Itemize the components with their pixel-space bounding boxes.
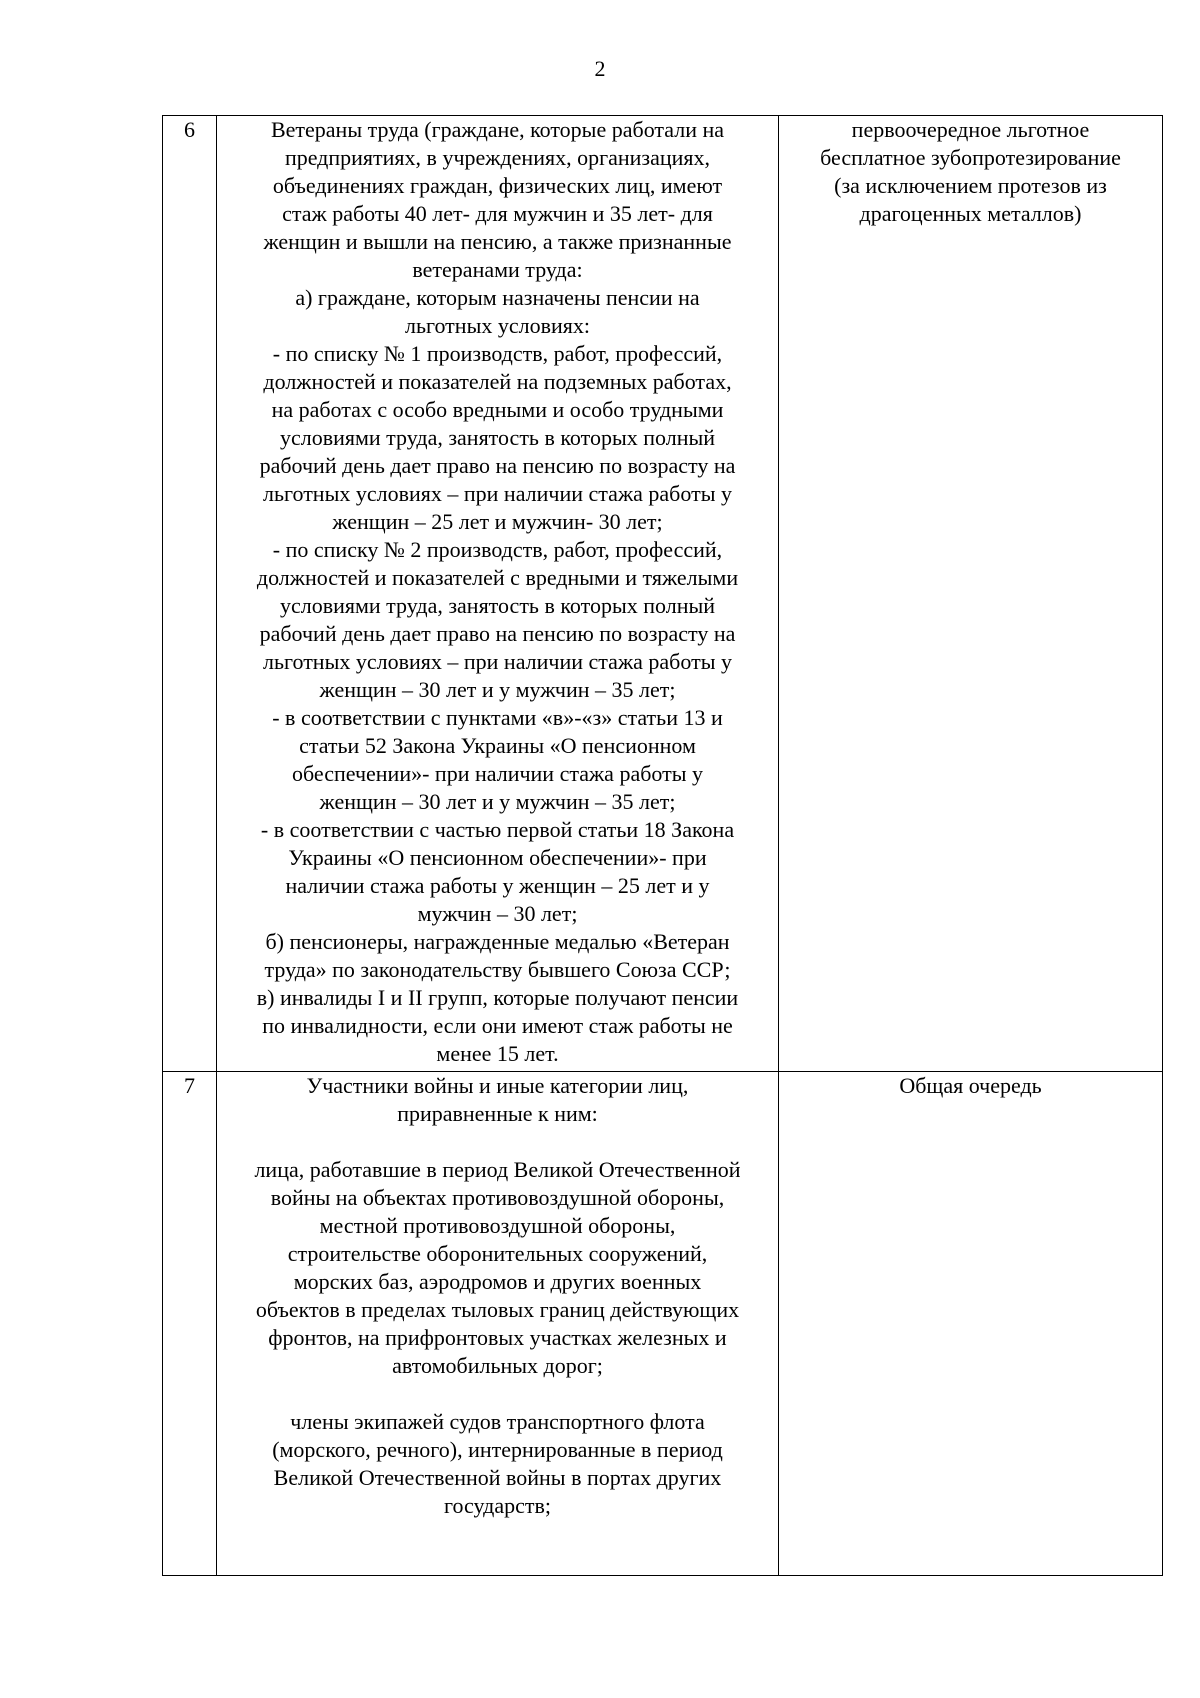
text-line: местной противовоздушной обороны, [319, 1213, 676, 1238]
blank-line [217, 1380, 778, 1408]
text-line: наличии стажа работы у женщин – 25 лет и у [285, 873, 710, 898]
text-line: обеспечении»- при наличии стажа работы у [291, 761, 704, 786]
text-line: по инвалидности, если они имеют стаж работы не [262, 1013, 733, 1038]
text-line: рабочий день дает право на пенсию по возрасту на [259, 453, 736, 478]
benefits-table [162, 115, 1163, 1576]
text-line: морских баз, аэродромов и других военных [293, 1269, 702, 1294]
text-line: бесплатное зубопротезирование [820, 145, 1121, 170]
page-number: 2 [594, 56, 606, 81]
text-line: женщин и вышли на пенсию, а также признанные [263, 229, 732, 254]
text-line: условиями труда, занятость в которых полный [279, 425, 716, 450]
text-line: Участники войны и иные категории лиц, [306, 1073, 689, 1098]
text-line: государств; [444, 1493, 551, 1518]
benefit-cell [779, 116, 1163, 1072]
text-line: - в соответствии с частью первой статьи 18 Закона [260, 817, 735, 842]
blank-line [217, 1128, 778, 1156]
text-line: должностей и показателей с вредными и тяжелыми [256, 565, 739, 590]
text-line: должностей и показателей на подземных работах, [263, 369, 732, 394]
text-line: льготных условиях – при наличии стажа работы у [263, 649, 732, 674]
text-line: - по списку № 2 производств, работ, профессий, [272, 537, 723, 562]
text-line: условиями труда, занятость в которых полный [279, 593, 716, 618]
text-line: - по списку № 1 производств, работ, профессий, [272, 341, 723, 366]
text-line: статьи 52 Закона Украины «О пенсионном [299, 733, 696, 758]
text-line: объектов в пределах тыловых границ действующих [255, 1297, 740, 1322]
text-line: а) граждане, которым назначены пенсии на [295, 285, 700, 310]
text-line: на работах с особо вредными и особо трудными [271, 397, 724, 422]
text-line: льготных условиях: [404, 313, 590, 338]
text-line: первоочередное льготное [851, 117, 1090, 142]
text-line: члены экипажей судов транспортного флота [290, 1409, 705, 1434]
text-line: женщин – 25 лет и мужчин- 30 лет; [332, 509, 663, 534]
text-line: женщин – 30 лет и у мужчин – 35 лет; [319, 789, 676, 814]
text-line: Великой Отечественной войны в портах других [273, 1465, 722, 1490]
row-number: 7 [163, 1072, 217, 1576]
text-line: лица, работавшие в период Великой Отечественной [254, 1157, 741, 1182]
text-line: войны на объектах противовоздушной обороны, [270, 1185, 725, 1210]
text-line: льготных условиях – при наличии стажа работы у [263, 481, 732, 506]
category-cell [217, 1072, 779, 1576]
row-number: 6 [163, 116, 217, 1072]
text-line: - в соответствии с пунктами «в»-«з» статьи 13 и [272, 705, 723, 730]
text-line: (морского, речного), интернированные в период [272, 1437, 723, 1462]
text-line: автомобильных дорог; [392, 1353, 603, 1378]
text-line: (за исключением протезов из [834, 173, 1107, 198]
text-line: драгоценных металлов) [859, 201, 1082, 226]
text-line: строительстве оборонительных сооружений, [287, 1241, 708, 1266]
text-line: приравненные к ним: [397, 1101, 598, 1126]
benefit-cell [779, 1072, 1163, 1576]
text-line: труда» по законодательству бывшего Союза ССР; [264, 957, 731, 982]
text-line: ветеранами труда: [412, 257, 583, 282]
table-row [163, 116, 1163, 1072]
category-cell [217, 116, 779, 1072]
text-line: Общая очередь [899, 1073, 1042, 1098]
text-line: фронтов, на прифронтовых участках железных и [268, 1325, 727, 1350]
table-row [163, 1072, 1163, 1576]
text-line: Ветераны труда (граждане, которые работали на [270, 117, 725, 142]
text-line: мужчин – 30 лет; [417, 901, 578, 926]
text-line: женщин – 30 лет и у мужчин – 35 лет; [319, 677, 676, 702]
text-line: рабочий день дает право на пенсию по возрасту на [259, 621, 736, 646]
text-line: стаж работы 40 лет- для мужчин и 35 лет- для [282, 201, 713, 226]
text-line: в) инвалиды I и II групп, которые получают пенсии [256, 985, 739, 1010]
text-line: менее 15 лет. [436, 1041, 559, 1066]
text-line: б) пенсионеры, награжденные медалью «Ветеран [265, 929, 730, 954]
text-line: Украины «О пенсионном обеспечении»- при [288, 845, 707, 870]
text-line: объединениях граждан, физических лиц, имеют [272, 173, 723, 198]
text-line: предприятиях, в учреждениях, организациях, [284, 145, 711, 170]
